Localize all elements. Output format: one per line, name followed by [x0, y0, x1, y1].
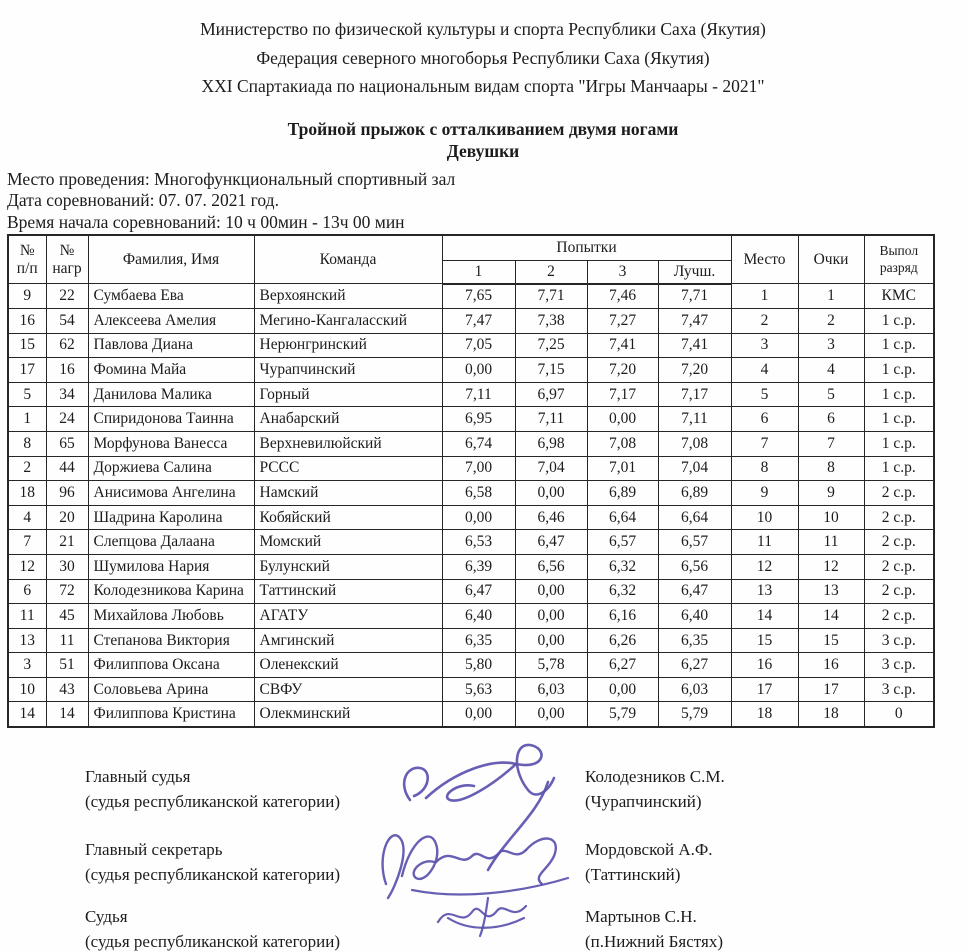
- cell-a3: 7,17: [587, 382, 658, 407]
- cell-a3: 7,27: [587, 308, 658, 333]
- cell-place: 7: [731, 431, 798, 456]
- cell-rank: 2 с.р.: [864, 554, 934, 579]
- cell-a3: 6,27: [587, 653, 658, 678]
- cell-a2: 7,04: [515, 456, 587, 481]
- cell-team: Булунский: [254, 554, 442, 579]
- cell-points: 17: [798, 677, 864, 702]
- cell-team: Оленекский: [254, 653, 442, 678]
- cell-a1: 0,00: [442, 702, 515, 727]
- cell-rank: 1 с.р.: [864, 456, 934, 481]
- cell-rank: 1 с.р.: [864, 308, 934, 333]
- cell-points: 6: [798, 407, 864, 432]
- table-row: [8, 308, 934, 333]
- cell-bib: 21: [46, 530, 88, 555]
- cell-a2: 0,00: [515, 628, 587, 653]
- cell-best: 6,47: [658, 579, 731, 604]
- cell-pp: 12: [8, 554, 46, 579]
- cell-a1: 6,58: [442, 481, 515, 506]
- cell-bib: 43: [46, 677, 88, 702]
- cell-name: Сумбаева Ева: [88, 284, 254, 309]
- official-role-title: Судья: [85, 907, 128, 926]
- cell-best: 7,71: [658, 284, 731, 309]
- cell-name: Михайлова Любовь: [88, 604, 254, 629]
- cell-place: 18: [731, 702, 798, 727]
- cell-a3: 6,64: [587, 505, 658, 530]
- table-row: [8, 505, 934, 530]
- cell-place: 15: [731, 628, 798, 653]
- table-row: [8, 358, 934, 383]
- cell-points: 3: [798, 333, 864, 358]
- col-header-num-pp: [8, 235, 46, 284]
- cell-a1: 6,40: [442, 604, 515, 629]
- cell-a3: 5,79: [587, 702, 658, 727]
- table-row: [8, 579, 934, 604]
- org-line-2: Федерация северного многоборья Республики Саха (Якутия): [256, 47, 710, 68]
- venue-line: Место проведения: Многофункциональный спортивный зал: [7, 168, 456, 189]
- event-block: [0, 118, 966, 162]
- cell-a2: 7,71: [515, 284, 587, 309]
- cell-place: 14: [731, 604, 798, 629]
- cell-team: РССС: [254, 456, 442, 481]
- cell-points: 5: [798, 382, 864, 407]
- cell-a3: 6,32: [587, 579, 658, 604]
- cell-best: 5,79: [658, 702, 731, 727]
- cell-place: 17: [731, 677, 798, 702]
- table-row: [8, 677, 934, 702]
- time-line: Время начала соревнований: 10 ч 00мин - 13ч 00 мин: [7, 212, 405, 233]
- cell-best: 6,40: [658, 604, 731, 629]
- cell-a2: 0,00: [515, 604, 587, 629]
- cell-rank: 2 с.р.: [864, 505, 934, 530]
- cell-bib: 65: [46, 431, 88, 456]
- cell-rank: 2 с.р.: [864, 579, 934, 604]
- cell-a1: 6,53: [442, 530, 515, 555]
- cell-name: Колодезникова Карина: [88, 579, 254, 604]
- cell-a2: 7,11: [515, 407, 587, 432]
- cell-bib: 72: [46, 579, 88, 604]
- official-role: [85, 905, 435, 952]
- cell-pp: 8: [8, 431, 46, 456]
- cell-bib: 54: [46, 308, 88, 333]
- cell-place: 4: [731, 358, 798, 383]
- cell-pp: 13: [8, 628, 46, 653]
- cell-place: 3: [731, 333, 798, 358]
- cell-points: 8: [798, 456, 864, 481]
- official-name-note: (п.Нижний Бястях): [585, 931, 723, 951]
- table-row: [8, 284, 934, 309]
- date-line: Дата соревнований: 07. 07. 2021 год.: [7, 190, 279, 211]
- cell-a3: 6,57: [587, 530, 658, 555]
- cell-team: Момский: [254, 530, 442, 555]
- table-row: [8, 554, 934, 579]
- results-body: [8, 284, 934, 727]
- col-header-best: Лучш.: [658, 261, 731, 284]
- cell-team: Олекминский: [254, 702, 442, 727]
- cell-a3: 0,00: [587, 407, 658, 432]
- official-role-title: Главный судья: [85, 767, 191, 786]
- table-row: [8, 481, 934, 506]
- official-role-note: (судья республиканской категории): [85, 931, 340, 951]
- cell-rank: 1 с.р.: [864, 431, 934, 456]
- official-role: [85, 765, 435, 814]
- cell-points: 14: [798, 604, 864, 629]
- cell-a1: 6,74: [442, 431, 515, 456]
- cell-name: Фомина Майа: [88, 358, 254, 383]
- cell-rank: 3 с.р.: [864, 677, 934, 702]
- col-header-team: Команда: [254, 235, 442, 284]
- cell-a2: 6,47: [515, 530, 587, 555]
- col-header-points: Очки: [798, 235, 864, 284]
- org-line-3: XXI Спартакиада по национальным видам спорта "Игры Манчаары - 2021": [201, 76, 765, 96]
- col-header-rank-top: Выпол: [879, 242, 919, 258]
- cell-name: Соловьева Арина: [88, 677, 254, 702]
- col-header-num-bib-bottom: нагр: [52, 259, 82, 277]
- cell-a2: 0,00: [515, 481, 587, 506]
- official-name-text: Колодезников С.М.: [585, 767, 725, 786]
- cell-pp: 2: [8, 456, 46, 481]
- cell-a3: 7,41: [587, 333, 658, 358]
- cell-place: 2: [731, 308, 798, 333]
- cell-team: Анабарский: [254, 407, 442, 432]
- cell-team: Чурапчинский: [254, 358, 442, 383]
- event-title: Тройной прыжок с отталкиванием двумя ногами: [287, 118, 679, 139]
- cell-team: Верхоянский: [254, 284, 442, 309]
- cell-pp: 11: [8, 604, 46, 629]
- col-header-rank: [864, 235, 934, 284]
- cell-best: 6,27: [658, 653, 731, 678]
- meta-block: [7, 169, 966, 234]
- cell-name: Доржиева Салина: [88, 456, 254, 481]
- cell-points: 16: [798, 653, 864, 678]
- cell-best: 6,35: [658, 628, 731, 653]
- cell-a2: 6,03: [515, 677, 587, 702]
- cell-points: 2: [798, 308, 864, 333]
- cell-name: Филиппова Кристина: [88, 702, 254, 727]
- cell-rank: 3 с.р.: [864, 628, 934, 653]
- cell-best: 7,20: [658, 358, 731, 383]
- official-name-text: Мордовской А.Ф.: [585, 840, 713, 859]
- official-role-title: Главный секретарь: [85, 840, 223, 859]
- table-row: [8, 333, 934, 358]
- cell-pp: 1: [8, 407, 46, 432]
- cell-bib: 30: [46, 554, 88, 579]
- cell-place: 5: [731, 382, 798, 407]
- cell-place: 6: [731, 407, 798, 432]
- cell-bib: 62: [46, 333, 88, 358]
- cell-a2: 7,15: [515, 358, 587, 383]
- cell-bib: 45: [46, 604, 88, 629]
- cell-team: Кобяйский: [254, 505, 442, 530]
- table-row: [8, 604, 934, 629]
- cell-points: 13: [798, 579, 864, 604]
- cell-pp: 18: [8, 481, 46, 506]
- cell-pp: 7: [8, 530, 46, 555]
- cell-rank: 0: [864, 702, 934, 727]
- cell-a1: 0,00: [442, 505, 515, 530]
- cell-rank: КМС: [864, 284, 934, 309]
- cell-team: Нерюнгринский: [254, 333, 442, 358]
- table-row: [8, 628, 934, 653]
- cell-a1: 6,47: [442, 579, 515, 604]
- cell-team: Намский: [254, 481, 442, 506]
- cell-pp: 16: [8, 308, 46, 333]
- cell-bib: 51: [46, 653, 88, 678]
- cell-a1: 6,95: [442, 407, 515, 432]
- cell-place: 1: [731, 284, 798, 309]
- cell-bib: 22: [46, 284, 88, 309]
- cell-best: 6,89: [658, 481, 731, 506]
- col-header-name: Фамилия, Имя: [88, 235, 254, 284]
- results-table-head: [8, 235, 934, 284]
- table-row: [8, 702, 934, 727]
- cell-a2: 6,97: [515, 382, 587, 407]
- cell-best: 7,04: [658, 456, 731, 481]
- cell-a1: 5,80: [442, 653, 515, 678]
- cell-best: 7,47: [658, 308, 731, 333]
- cell-name: Данилова Малика: [88, 382, 254, 407]
- cell-name: Шадрина Каролина: [88, 505, 254, 530]
- official-role: [85, 838, 435, 887]
- cell-points: 18: [798, 702, 864, 727]
- official-role-note: (судья республиканской категории): [85, 791, 340, 811]
- cell-a3: 7,01: [587, 456, 658, 481]
- cell-a2: 6,56: [515, 554, 587, 579]
- table-row: [8, 530, 934, 555]
- cell-bib: 44: [46, 456, 88, 481]
- col-header-num-pp-bottom: п/п: [16, 259, 38, 277]
- official-name-text: Мартынов С.Н.: [585, 907, 697, 926]
- cell-pp: 4: [8, 505, 46, 530]
- cell-pp: 10: [8, 677, 46, 702]
- cell-a1: 7,65: [442, 284, 515, 309]
- cell-best: 6,03: [658, 677, 731, 702]
- cell-place: 8: [731, 456, 798, 481]
- col-header-place: Место: [731, 235, 798, 284]
- cell-name: Спиридонова Таинна: [88, 407, 254, 432]
- cell-name: Павлова Диана: [88, 333, 254, 358]
- official-name: [585, 905, 915, 952]
- cell-points: 9: [798, 481, 864, 506]
- table-row: [8, 431, 934, 456]
- col-header-num-pp-top: №: [19, 241, 35, 259]
- col-header-rank-bottom: разряд: [879, 259, 918, 275]
- official-role-note: (судья республиканской категории): [85, 864, 340, 884]
- cell-team: АГАТУ: [254, 604, 442, 629]
- official-name: [585, 765, 915, 814]
- cell-team: Верхневилюйский: [254, 431, 442, 456]
- cell-points: 7: [798, 431, 864, 456]
- table-row: [8, 653, 934, 678]
- cell-a2: 6,46: [515, 505, 587, 530]
- cell-bib: 20: [46, 505, 88, 530]
- cell-pp: 17: [8, 358, 46, 383]
- cell-name: Алексеева Амелия: [88, 308, 254, 333]
- cell-name: Филиппова Оксана: [88, 653, 254, 678]
- cell-team: Горный: [254, 382, 442, 407]
- cell-a3: 7,08: [587, 431, 658, 456]
- official-name: [585, 838, 915, 887]
- cell-a1: 6,35: [442, 628, 515, 653]
- cell-place: 16: [731, 653, 798, 678]
- cell-a1: 6,39: [442, 554, 515, 579]
- col-header-attempt-2: 2: [515, 261, 587, 284]
- cell-bib: 11: [46, 628, 88, 653]
- cell-rank: 2 с.р.: [864, 481, 934, 506]
- cell-a3: 6,16: [587, 604, 658, 629]
- cell-pp: 15: [8, 333, 46, 358]
- table-row: [8, 407, 934, 432]
- cell-rank: 1 с.р.: [864, 382, 934, 407]
- col-header-num-bib: [46, 235, 88, 284]
- cell-pp: 3: [8, 653, 46, 678]
- cell-rank: 2 с.р.: [864, 530, 934, 555]
- results-table: [7, 234, 935, 728]
- cell-a1: 7,05: [442, 333, 515, 358]
- cell-place: 12: [731, 554, 798, 579]
- cell-best: 7,41: [658, 333, 731, 358]
- table-row: [8, 382, 934, 407]
- cell-rank: 1 с.р.: [864, 358, 934, 383]
- cell-rank: 3 с.р.: [864, 653, 934, 678]
- cell-a2: 0,00: [515, 702, 587, 727]
- col-header-attempts: Попытки: [442, 235, 731, 261]
- org-line-1: Министерство по физической культуры и спорта Республики Саха (Якутия): [200, 19, 766, 39]
- cell-rank: 1 с.р.: [864, 333, 934, 358]
- cell-a1: 7,47: [442, 308, 515, 333]
- cell-a3: 6,89: [587, 481, 658, 506]
- cell-pp: 9: [8, 284, 46, 309]
- cell-best: 6,57: [658, 530, 731, 555]
- col-header-num-bib-top: №: [59, 241, 75, 259]
- cell-a2: 7,25: [515, 333, 587, 358]
- cell-name: Морфунова Ванесса: [88, 431, 254, 456]
- cell-a2: 6,98: [515, 431, 587, 456]
- cell-place: 9: [731, 481, 798, 506]
- cell-a3: 6,32: [587, 554, 658, 579]
- cell-a3: 6,26: [587, 628, 658, 653]
- cell-name: Степанова Виктория: [88, 628, 254, 653]
- cell-a1: 7,00: [442, 456, 515, 481]
- cell-bib: 34: [46, 382, 88, 407]
- cell-points: 10: [798, 505, 864, 530]
- cell-bib: 16: [46, 358, 88, 383]
- cell-a3: 7,46: [587, 284, 658, 309]
- cell-a2: 7,38: [515, 308, 587, 333]
- cell-team: Таттинский: [254, 579, 442, 604]
- document-header: [0, 0, 966, 101]
- cell-place: 10: [731, 505, 798, 530]
- cell-points: 15: [798, 628, 864, 653]
- cell-pp: 6: [8, 579, 46, 604]
- cell-points: 12: [798, 554, 864, 579]
- official-name-note: (Чурапчинский): [585, 791, 702, 811]
- col-header-attempt-1: 1: [442, 261, 515, 284]
- cell-a1: 5,63: [442, 677, 515, 702]
- cell-team: Мегино-Кангаласский: [254, 308, 442, 333]
- col-header-attempt-3: 3: [587, 261, 658, 284]
- cell-bib: 14: [46, 702, 88, 727]
- cell-best: 7,11: [658, 407, 731, 432]
- cell-rank: 2 с.р.: [864, 604, 934, 629]
- judge-signature-icon: [428, 888, 548, 940]
- cell-team: СВФУ: [254, 677, 442, 702]
- cell-team: Амгинский: [254, 628, 442, 653]
- cell-best: 7,17: [658, 382, 731, 407]
- cell-a1: 0,00: [442, 358, 515, 383]
- cell-best: 6,56: [658, 554, 731, 579]
- cell-a2: 0,00: [515, 579, 587, 604]
- table-row: [8, 456, 934, 481]
- cell-pp: 14: [8, 702, 46, 727]
- official-name-note: (Таттинский): [585, 864, 681, 884]
- cell-pp: 5: [8, 382, 46, 407]
- cell-a3: 0,00: [587, 677, 658, 702]
- cell-a3: 7,20: [587, 358, 658, 383]
- cell-best: 7,08: [658, 431, 731, 456]
- cell-a2: 5,78: [515, 653, 587, 678]
- cell-bib: 24: [46, 407, 88, 432]
- cell-name: Шумилова Нария: [88, 554, 254, 579]
- cell-best: 6,64: [658, 505, 731, 530]
- cell-place: 13: [731, 579, 798, 604]
- cell-place: 11: [731, 530, 798, 555]
- cell-points: 4: [798, 358, 864, 383]
- cell-name: Слепцова Далаана: [88, 530, 254, 555]
- event-category: Девушки: [446, 140, 520, 161]
- cell-points: 11: [798, 530, 864, 555]
- cell-bib: 96: [46, 481, 88, 506]
- cell-name: Анисимова Ангелина: [88, 481, 254, 506]
- cell-a1: 7,11: [442, 382, 515, 407]
- cell-points: 1: [798, 284, 864, 309]
- cell-rank: 1 с.р.: [864, 407, 934, 432]
